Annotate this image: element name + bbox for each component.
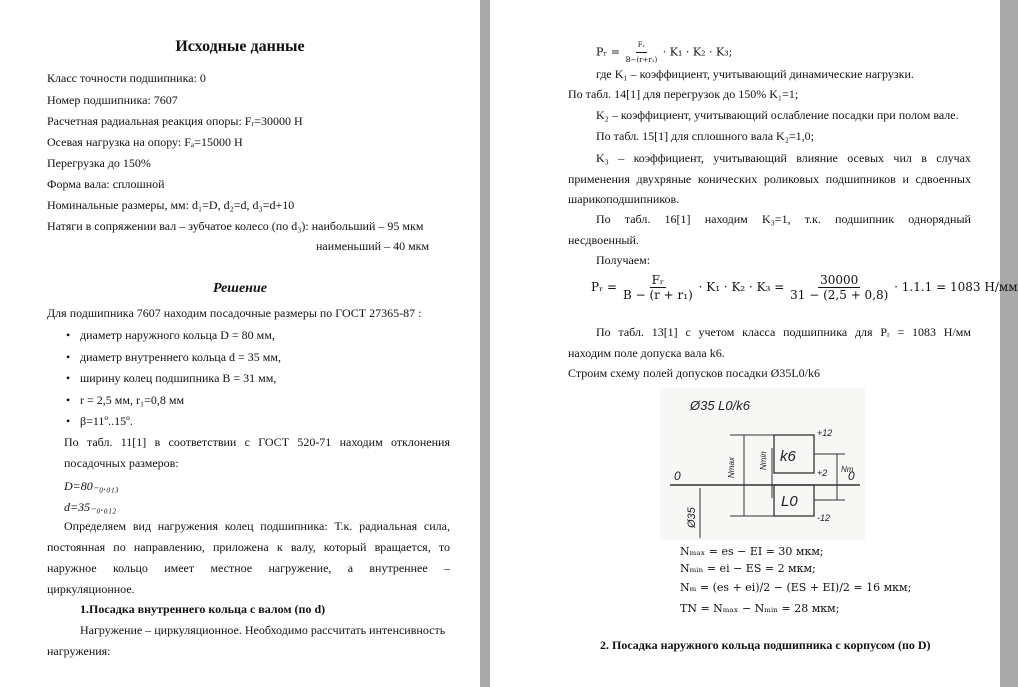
input-line: Форма вала: сплошной	[47, 177, 165, 191]
text-line: где K₁ – коэффициент, учитывающий динамические нагрузки.	[596, 67, 914, 81]
input-line: Номинальные размеры, мм: d₁=D, d₂=d, d₃=d+10	[47, 198, 295, 212]
word: соответствии	[168, 435, 237, 449]
input-line: Натяги в сопряжении вал – зубчатое колесо (по d₃): наибольший – 95 мкм	[47, 219, 424, 233]
word: с	[685, 325, 691, 339]
nm-label: Nm	[841, 465, 854, 474]
word: колец	[224, 519, 254, 533]
formula-part: · 1.1.1 = 1083 Н/мм	[894, 280, 1018, 294]
word: –	[444, 561, 450, 575]
word: сила,	[423, 519, 450, 533]
word: табл.	[624, 212, 651, 226]
bullet-item: • диаметр внутреннего кольца d = 35 мм,	[80, 350, 281, 364]
word: подшипник	[835, 212, 895, 226]
word: K₃=1,	[761, 212, 791, 226]
word: для	[854, 325, 873, 339]
section-heading: 1.Посадка внутреннего кольца с валом (по d)	[80, 602, 326, 616]
word: находим	[339, 435, 383, 449]
word: Определяем	[64, 519, 127, 533]
word: подшипника:	[260, 519, 328, 533]
nmin-label: Nmin	[759, 451, 768, 470]
intro-text: Для подшипника 7607 находим посадочные размеры по ГОСТ 27365-87 :	[47, 306, 422, 320]
input-line: Перегрузка до 150%	[47, 156, 151, 170]
k6-label: k6	[780, 448, 796, 465]
input-line: наименьший – 40 мкм	[316, 239, 430, 253]
text-line: шарикоподшипников.	[568, 192, 680, 206]
text-line: Нагружение – циркуляционное. Необходимо рассчитать интенсивность	[80, 623, 446, 637]
diagram-title: Ø35 L0/k6	[690, 398, 750, 413]
word: постоянная	[47, 540, 106, 554]
justified-line	[47, 561, 450, 575]
justified-line	[596, 151, 971, 165]
text-line: По табл. 14[1] для перегрузок до 150% K₁=1;	[568, 87, 799, 101]
word: коэффициент,	[633, 151, 704, 165]
word: роликовых	[763, 172, 820, 186]
word: местное	[210, 561, 253, 575]
bullet-item: • диаметр наружного кольца D = 80 мм,	[80, 328, 275, 342]
EI-label: -12	[817, 513, 831, 523]
word: внутреннее	[369, 561, 428, 575]
word: По	[596, 325, 611, 339]
word: учетом	[698, 325, 735, 339]
word: кольцо	[112, 561, 148, 575]
word: учитывающий	[713, 151, 787, 165]
word: случах	[936, 151, 971, 165]
word: отклонения	[390, 435, 450, 449]
text-line: посадочных размеров:	[64, 456, 179, 470]
formula-part: · K₁ · K₂ · K₃;	[662, 45, 733, 59]
result-nmax: Nₘₐₓ = es − EI = 30 мкм;	[680, 545, 824, 558]
word: По	[596, 212, 611, 226]
text-line: По табл. 15[1] для сплошного вала K₂=1,0;	[596, 129, 815, 143]
word: Т.к.	[334, 519, 353, 533]
result-tn: TN = Nₘₐₓ − Nₘᵢₙ = 28 мкм;	[680, 602, 840, 615]
input-line: Расчетная радиальная реакция опоры: Fᵣ=30000 Н	[47, 114, 303, 128]
word: =	[897, 325, 905, 339]
word: подшипников	[825, 172, 896, 186]
word: 1083	[912, 325, 937, 339]
word: наружное	[47, 561, 97, 575]
word: т.к.	[804, 212, 821, 226]
word: 13[1]	[651, 325, 678, 339]
formula-part: B − (r + r₁)	[622, 288, 693, 302]
word: По	[64, 435, 79, 449]
text-line: несдвоенный.	[568, 233, 639, 247]
input-line: Осевая нагрузка на опору: Fₐ=15000 Н	[47, 135, 243, 149]
justified-line	[64, 519, 450, 533]
word: табл.	[618, 325, 644, 339]
bullet-item: • β=11º..15º.	[80, 414, 133, 428]
L0-label: L0	[781, 493, 798, 510]
result-nmin: Nₘᵢₙ = ei − ES = 2 мкм;	[680, 562, 816, 575]
tolerance-diagram	[660, 388, 865, 540]
word: вид	[132, 519, 152, 533]
word: табл.	[86, 435, 113, 449]
formula-part: Fᵣ	[636, 38, 647, 53]
word: приложена	[212, 540, 269, 554]
formula-part: B−(r+r₁)	[625, 56, 658, 64]
word: нагружение,	[268, 561, 332, 575]
word: имеет	[164, 561, 195, 575]
word: Pᵣ	[880, 325, 890, 339]
word: осевых	[847, 151, 885, 165]
zero-label: 0	[674, 469, 681, 483]
bullet-item: • r = 2,5 мм, r₁=0,8 мм	[80, 393, 184, 407]
text-line: циркуляционное.	[47, 582, 135, 596]
word: в	[154, 435, 161, 449]
word: который	[323, 540, 367, 554]
page-2	[490, 0, 1018, 687]
word: по	[113, 540, 126, 554]
page-1	[0, 0, 480, 687]
formula-pr-computed	[591, 273, 1018, 302]
word: однорядный	[908, 212, 971, 226]
word: K₃	[596, 151, 609, 165]
text-line: Получаем:	[596, 253, 651, 267]
word: нагружения	[157, 519, 218, 533]
word: Н/мм	[943, 325, 971, 339]
ei-label: +2	[817, 468, 828, 478]
justified-line	[596, 212, 971, 226]
deviation-d: d=35₋₀.₀₁₂	[64, 500, 117, 514]
zero-label: 0	[848, 469, 855, 483]
word: 16[1]	[664, 212, 691, 226]
section-heading: 2. Посадка наружного кольца подшипника с корпусом (по D)	[600, 638, 931, 652]
formula-part: Pᵣ =	[591, 280, 618, 294]
word: 11[1]	[120, 435, 147, 449]
word: конических	[697, 172, 758, 186]
word: то	[438, 540, 450, 554]
word: 520-71	[297, 435, 332, 449]
word: ГОСТ	[258, 435, 290, 449]
formula-part: Fᵣ	[651, 273, 665, 287]
word: применения	[568, 172, 630, 186]
word: с	[244, 435, 250, 449]
word: влияние	[796, 151, 838, 165]
bullet-item: • ширину колец подшипника B = 31 мм,	[80, 371, 276, 385]
justified-line	[64, 435, 450, 449]
word: –	[618, 151, 625, 165]
word: валу,	[290, 540, 316, 554]
word: к	[276, 540, 283, 554]
formula-part: 30000	[820, 273, 859, 287]
text-line: находим поле допуска вала k6.	[568, 346, 725, 360]
text-line: K₂ – коэффициент, учитывающий ослабление посадки при полом вале.	[596, 108, 959, 122]
word: радиальная	[359, 519, 418, 533]
formula-part: 31 − (2,5 + 0,8)	[790, 288, 889, 302]
word: а	[347, 561, 354, 575]
input-line: Класс точности подшипника: 0	[47, 71, 206, 85]
formula-pr	[596, 38, 732, 67]
deviation-D: D=80₋₀.₀₁₃	[64, 479, 119, 493]
formula-part: Pᵣ =	[596, 45, 620, 59]
justified-line	[568, 172, 971, 186]
formula-part: · K₁ · K₂ · K₃ =	[698, 280, 785, 294]
text-line: Строим схему полей допусков посадки Ø35L0/k6	[568, 366, 820, 380]
page-title: Исходные данные	[175, 38, 305, 55]
justified-line	[596, 325, 971, 339]
diameter-label: Ø35	[686, 507, 698, 528]
word: в	[921, 151, 927, 165]
result-nm: Nₘ = (es + ei)/2 − (ES + EI)/2 = 16 мкм;	[680, 581, 912, 594]
word: находим	[704, 212, 748, 226]
text-line: нагружения:	[47, 644, 111, 658]
word: и	[902, 172, 909, 186]
word: вращается,	[374, 540, 431, 554]
es-label: +12	[817, 428, 833, 438]
solution-title: Решение	[213, 281, 267, 296]
justified-line	[47, 540, 450, 554]
input-line: Номер подшипника: 7607	[47, 93, 178, 107]
word: подшипника	[783, 325, 848, 339]
word: класса	[742, 325, 776, 339]
word: чил	[893, 151, 912, 165]
word: направлению,	[133, 540, 205, 554]
word: двухряные	[636, 172, 692, 186]
nmax-label: Nmax	[727, 457, 736, 478]
word: сдвоенных	[915, 172, 971, 186]
